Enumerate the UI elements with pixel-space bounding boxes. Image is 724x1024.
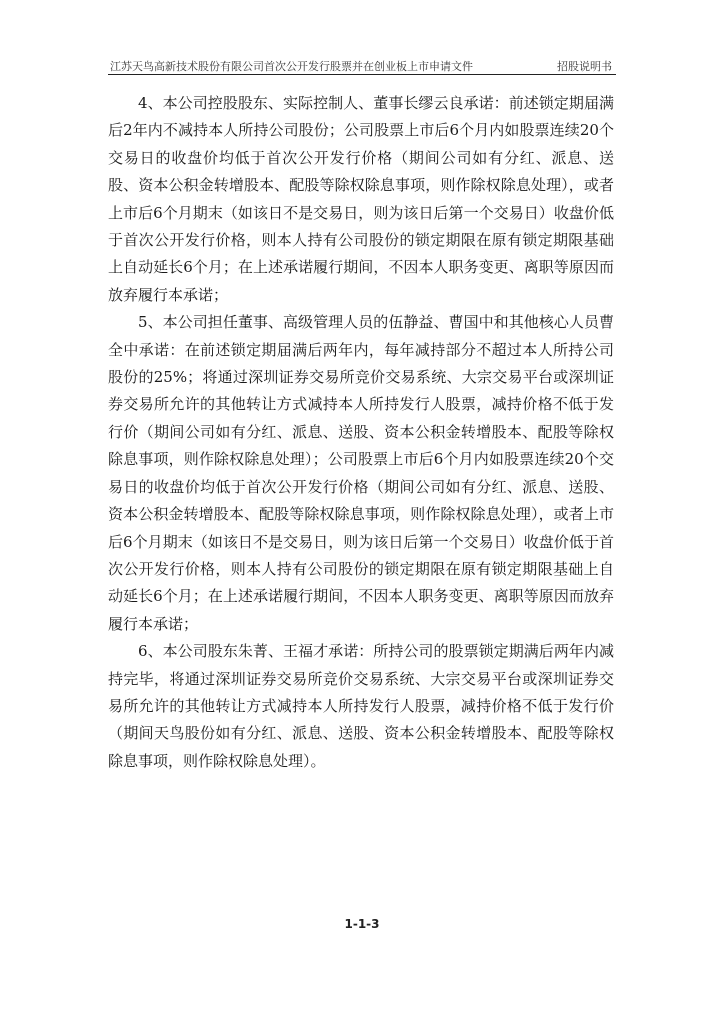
header-document-title: 江苏天鸟高新技术股份有限公司首次公开发行股票并在创业板上市申请文件 (110, 60, 473, 73)
document-body (108, 90, 614, 775)
page-header (108, 56, 616, 75)
commitment-paragraph-5: 5、本公司担任董事、高级管理人员的伍静益、曹国中和其他核心人员曹全中承诺：在前述锁定期届满后两年内，每年减持部分不超过本人所持公司股份的25%；将通过深圳证券交易所竞价交易系统、大宗交易平台或深圳证券交易所允许的其他转让方式减持本人所持发行人股票，减持价格不低于发行价（期间公司如有分红、派息、送股、资本公积金转增股本、配股等除权除息事项，则作除权除息处理）；公司股票上市后6个月内如股票连续20个交易日的收盘价均低于首次公开发行价格（期间公司如有分红、派息、送股、资本公积金转增股本、配股等除权除息事项，则作除权除息处理），或者上市后6个月期末（如该日不是交易日，则为该日后第一个交易日）收盘价低于首次公开发行价格，则本人持有公司股份的锁定期限在原有锁定期限基础上自动延长6个月；在上述承诺履行期间，不因本人职务变更、离职等原因而放弃履行本承诺； (108, 313, 614, 633)
page-number: 1-1-3 (344, 917, 380, 931)
commitment-paragraph-6: 6、本公司股东朱菁、王福才承诺：所持公司的股票锁定期满后两年内减持完毕，将通过深圳证券交易所竞价交易系统、大宗交易平台或深圳证券交易所允许的其他转让方式减持本人所持发行人股票，减持价格不低于发行价（期间天鸟股份如有分红、派息、送股、资本公积金转增股本、配股等除权除息事项，则作除权除息处理）。 (108, 642, 614, 770)
header-section-title: 招股说明书 (557, 60, 612, 73)
commitment-paragraph-4: 4、本公司控股股东、实际控制人、董事长缪云良承诺：前述锁定期届满后2年内不减持本人所持公司股份；公司股票上市后6个月内如股票连续20个交易日的收盘价均低于首次公开发行价格（期间公司如有分红、派息、送股、资本公积金转增股本、配股等除权除息事项，则作除权除息处理），或者上市后6个月期末（如该日不是交易日，则为该日后第一个交易日）收盘价低于首次公开发行价格，则本人持有公司股份的锁定期限在原有锁定期限基础上自动延长6个月；在上述承诺履行期间，不因本人职务变更、离职等原因而放弃履行本承诺； (108, 94, 614, 304)
